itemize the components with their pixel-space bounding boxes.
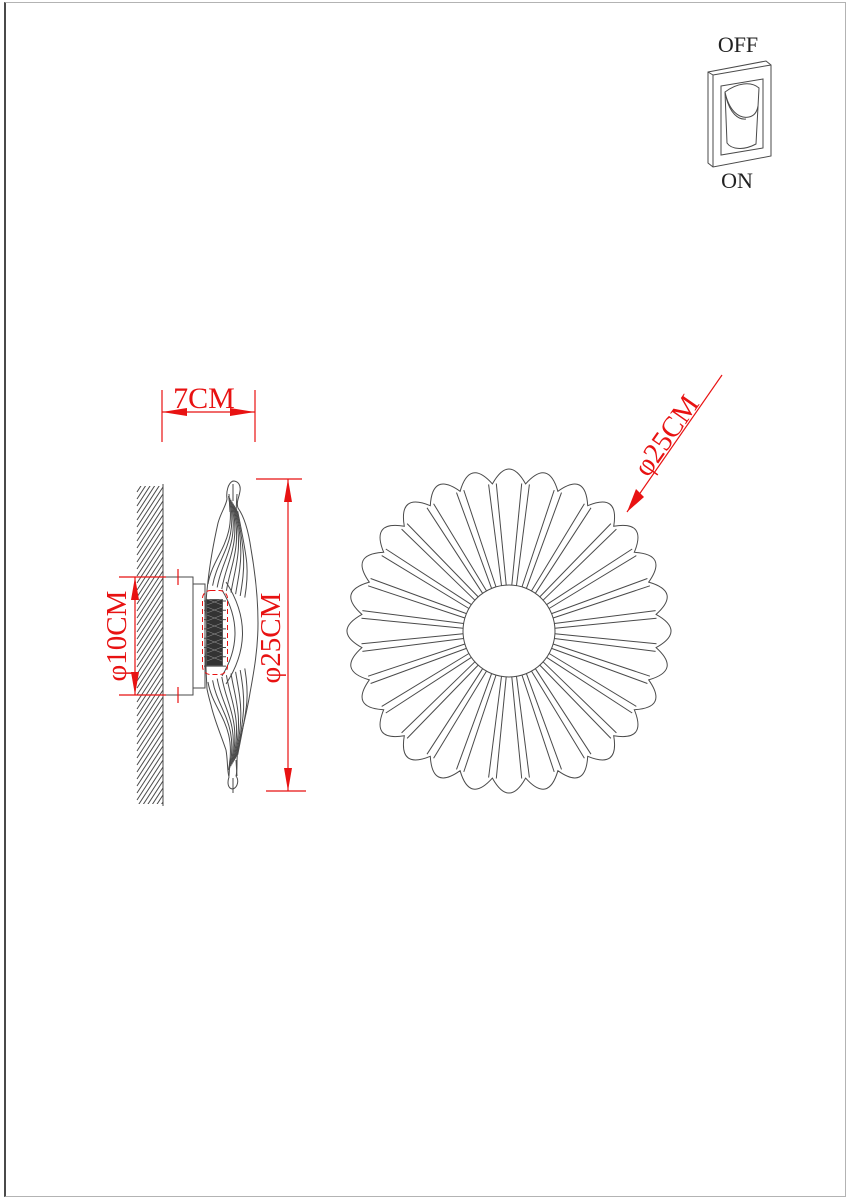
pleat-line — [362, 634, 464, 644]
depth-dimension — [162, 382, 255, 442]
pleat-line — [457, 674, 492, 770]
rocker-switch-icon — [708, 61, 771, 167]
switch-on-label: ON — [721, 168, 753, 193]
pleat-line — [362, 618, 464, 628]
side-arrow-up — [284, 479, 292, 502]
shade-scalloped-rim — [347, 469, 671, 793]
mounting-box — [163, 577, 193, 695]
pleat-line — [512, 677, 522, 779]
pleat-line — [512, 484, 522, 586]
wall-hatching — [137, 452, 163, 842]
pleat-line — [555, 618, 657, 628]
front-diameter-dimension — [627, 375, 722, 512]
side-arrow-down — [284, 768, 292, 791]
pleat-line — [555, 634, 657, 644]
canopy-plate — [193, 584, 205, 688]
pleat-line — [526, 493, 561, 589]
front-diameter-label: φ25CM — [627, 389, 706, 483]
pleat-line — [496, 677, 506, 779]
pleat-line — [552, 648, 648, 683]
switch-illustration — [708, 32, 771, 193]
front-view — [347, 469, 671, 793]
switch-rocker — [725, 84, 759, 149]
pleat-line — [371, 648, 467, 683]
pleat-line — [552, 579, 648, 614]
pleat-line — [526, 674, 561, 770]
front-leader-arrow — [627, 489, 644, 512]
pleat-line — [496, 484, 506, 586]
center-disc — [463, 585, 555, 677]
pleat-line — [457, 493, 492, 589]
wall-hatch-line — [137, 802, 163, 842]
switch-off-label: OFF — [717, 32, 759, 57]
pleat-line — [371, 579, 467, 614]
side-diameter-label: φ25CM — [255, 592, 287, 684]
side-diameter-dimension — [255, 479, 306, 791]
side-view — [137, 452, 258, 842]
depth-dimension-label: 7CM — [173, 382, 235, 415]
base-diameter-label: φ10CM — [101, 590, 133, 682]
